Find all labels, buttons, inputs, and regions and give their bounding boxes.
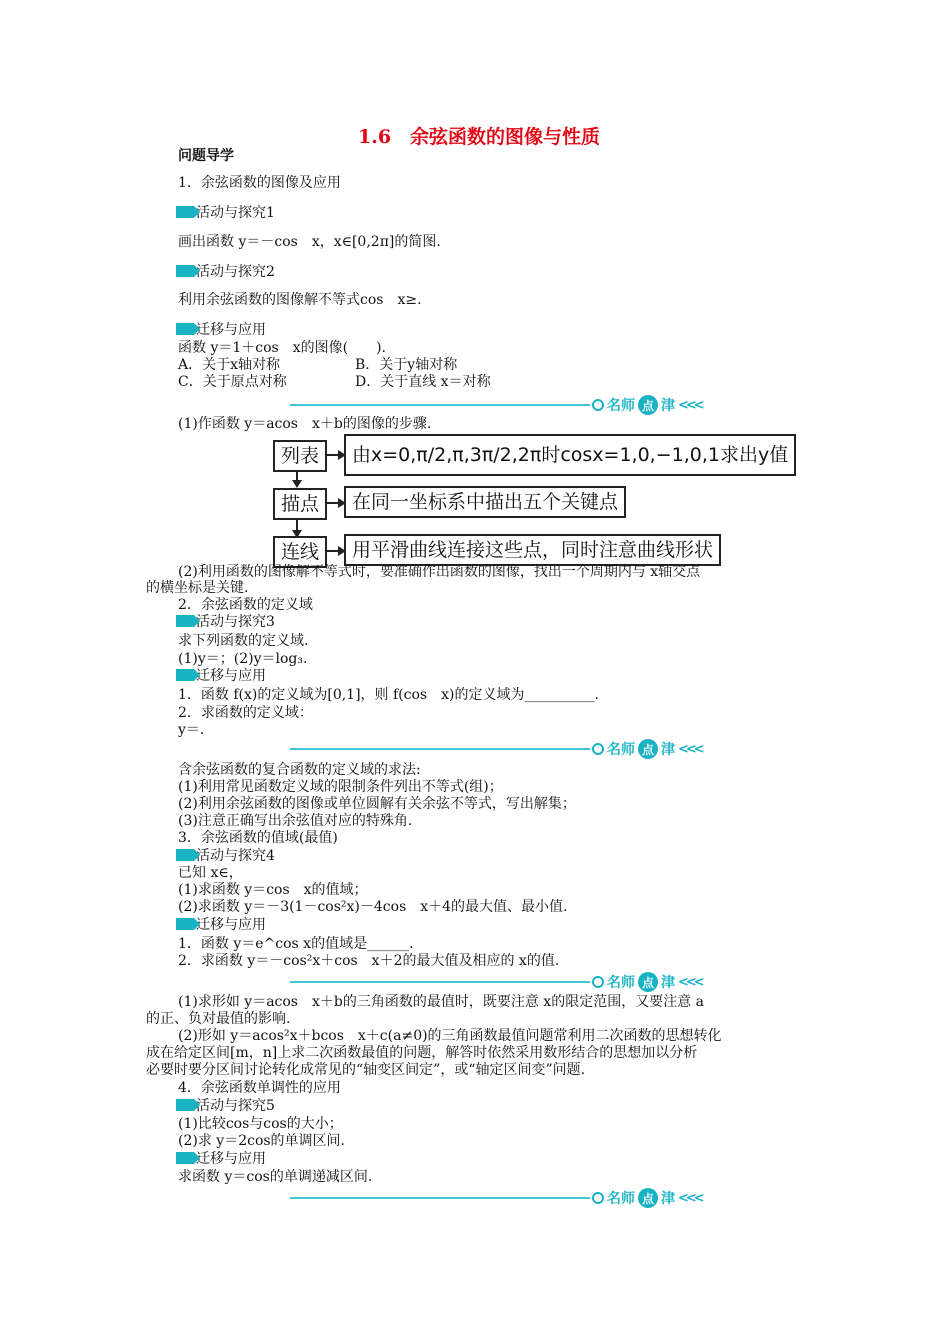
activity-3: 活动与探究3 [176,614,275,630]
transfer-4: 迁移与应用 [176,1151,266,1167]
transfer-2-q1: 1．函数 f(x)的定义域为[0,1]，则 f(cos x)的定义域为__________. [178,687,599,703]
section-heading: 问题导学 [178,148,234,164]
method-3-1: (1)求形如 y＝acos x＋b的三角函数的最值时，既要注意 x的限定范围，又要注意 a [178,994,704,1010]
note-2: (2)利用函数的图像解不等式时，要准确作出函数的图像，找出一个周期内与 x轴交点 [178,564,701,580]
question-1: 函数 y＝1＋cos x的图像( ). [178,340,386,356]
activity-3-text: 求下列函数的定义域. [178,633,309,649]
activity-4-q2: (2)求函数 y＝－3(1－cos²x)－4cos x＋4的最大值、最小值. [178,899,568,915]
method-2: (2)利用余弦函数的图像或单位圆解有关余弦不等式，写出解集； [178,796,576,812]
transfer-4-q1: 求函数 y＝cos的单调递减区间. [178,1169,373,1185]
arrow-icon [176,323,194,335]
activity-1-text: 画出函数 y＝－cos x，x∈[0,2π]的简图. [178,234,441,250]
note-1: (1)作函数 y＝acos x＋b的图像的步骤. [178,416,432,432]
transfer-3-q2: 2．求函数 y＝－cos²x＋cos x＋2的最大值及相应的 x的值. [178,953,560,969]
method-3: (3)注意正确写出余弦值对应的特殊角. [178,813,413,829]
method-1: (1)利用常见函数定义域的限制条件列出不等式(组)； [178,779,503,795]
transfer-2-q2-formula: y＝. [178,722,205,738]
transfer-3-q1: 1．函数 y＝e^cos x的值域是______. [178,936,414,952]
chevrons-icon: <<< [678,741,702,757]
arrow-icon [176,615,194,627]
activity-3-items: (1)y＝；(2)y＝log₃. [178,651,308,667]
ring-icon [592,743,604,755]
divider [290,1197,590,1199]
flow-step-plot: 描点 [273,488,327,520]
method-3-2: (2)形如 y＝acos²x＋bcos x＋c(a≠0)的三角函数最值问题常利用二次函数的思想转化 [178,1028,722,1044]
transfer-1: 迁移与应用 [176,322,266,338]
chevrons-icon: <<< [678,974,702,990]
ring-icon [592,399,604,411]
heading-2: 2．余弦函数的定义域 [178,597,313,613]
arrow-icon [176,1152,194,1164]
chevrons-icon: <<< [678,1190,702,1206]
flow-step-connect: 连线 [273,536,327,568]
chevrons-icon: <<< [678,397,702,413]
method-3-1-cont: 的正、负对最值的影响. [146,1011,291,1027]
flow-step-list: 列表 [273,440,327,472]
flow-step-connect-desc: 用平滑曲线连接这些点，同时注意曲线形状 [344,534,721,566]
arrow-icon [176,1099,194,1111]
activity-4: 活动与探究4 [176,848,275,864]
heading-1: 1．余弦函数的图像及应用 [178,175,341,191]
arrow-down-icon [292,480,302,488]
option-b: B．关于y轴对称 [355,357,458,373]
transfer-2-q2: 2．求函数的定义域： [178,705,313,721]
method-3-2-cont2: 必要时要分区间讨论转化成常见的“轴变区间定”，或“轴定区间变”问题. [146,1062,586,1078]
heading-3: 3．余弦函数的值域(最值) [178,830,338,846]
tips-badge: 名师 点 津 <<< [592,972,702,992]
option-a: A．关于x轴对称 [178,357,281,373]
activity-5-q2: (2)求 y＝2cos的单调区间. [178,1133,346,1149]
arrow-icon [176,265,194,277]
note-2-cont: 的横坐标是关键. [146,580,249,596]
activity-2: 活动与探究2 [176,264,275,280]
divider [290,404,590,406]
arrow-icon [176,849,194,861]
divider [290,981,590,983]
divider [290,748,590,750]
transfer-3: 迁移与应用 [176,917,266,933]
page-title: 1.6 余弦函数的图像与性质 [358,126,601,148]
method-3-2-cont1: 成在给定区间[m，n]上求二次函数最值的问题，解答时依然采用数形结合的思想加以分析 [146,1045,698,1061]
activity-5: 活动与探究5 [176,1098,275,1114]
option-c: C．关于原点对称 [178,374,287,390]
tips-badge: 名师 点 津 <<< [592,1188,702,1208]
activity-5-q1: (1)比较cos与cos的大小； [178,1116,343,1132]
transfer-2: 迁移与应用 [176,668,266,684]
ring-icon [592,1192,604,1204]
arrow-icon [176,669,194,681]
activity-4-text: 已知 x∈， [178,865,243,881]
tips-badge: 名师 点 津 <<< [592,739,702,759]
arrow-icon [176,918,194,930]
flow-step-list-desc: 由x=0,π/2,π,3π/2,2π时cosx=1,0,−1,0,1求出y值 [344,434,796,476]
activity-2-text: 利用余弦函数的图像解不等式cos x≥. [178,292,422,308]
heading-4: 4．余弦函数单调性的应用 [178,1080,341,1096]
flow-step-plot-desc: 在同一坐标系中描出五个关键点 [344,486,626,518]
method-intro: 含余弦函数的复合函数的定义域的求法: [178,762,421,778]
activity-1: 活动与探究1 [176,205,275,221]
activity-4-q1: (1)求函数 y＝cos x的值域； [178,882,368,898]
option-d: D．关于直线 x＝对称 [355,374,491,390]
ring-icon [592,976,604,988]
tips-badge: 名师 点 津 <<< [592,395,702,415]
arrow-icon [176,206,194,218]
